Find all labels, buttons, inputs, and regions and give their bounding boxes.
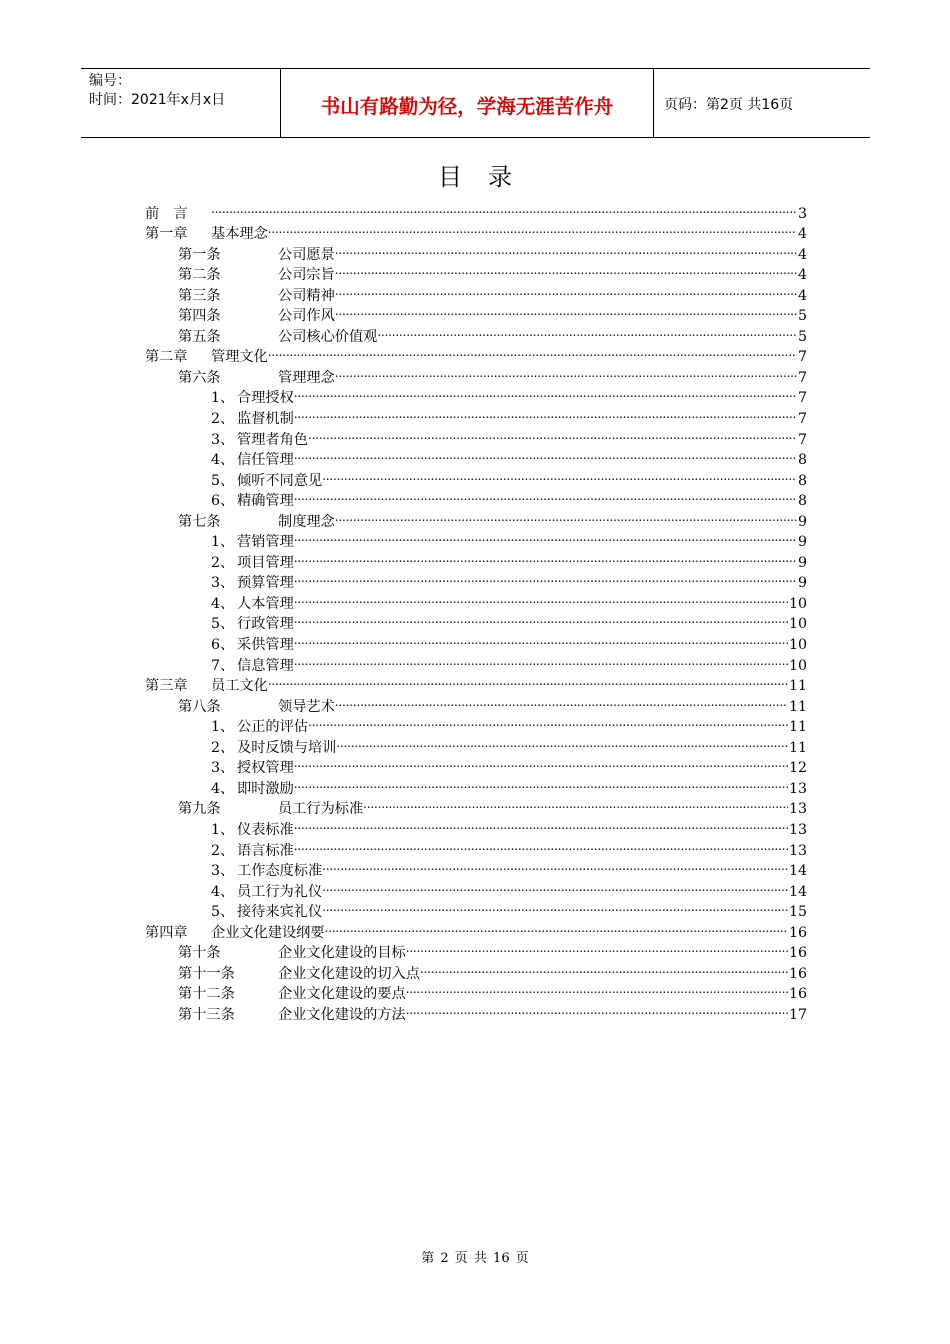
- toc-leader-dots: [335, 690, 788, 711]
- toc-entry-page: 14: [788, 863, 807, 880]
- toc-title: 目录: [438, 163, 538, 191]
- toc-leader-dots: [420, 957, 788, 978]
- toc-entry-page: 4: [797, 287, 807, 304]
- toc-entry-page: 7: [797, 390, 807, 407]
- toc-leader-dots: [294, 546, 797, 567]
- toc-entry-number: 第八条: [178, 698, 221, 715]
- toc-leader-dots: [294, 834, 788, 855]
- toc-entry-label: 企业文化建设的切入点: [278, 965, 420, 982]
- toc-leader-dots: [294, 772, 788, 793]
- toc-entry-label: 领导艺术: [278, 698, 335, 715]
- toc-entry-number: 第九条: [178, 801, 221, 818]
- toc-entry-number: 3、: [211, 431, 235, 448]
- toc-entry-page: 15: [788, 904, 807, 921]
- toc-leader-dots: [268, 341, 797, 362]
- toc-leader-dots: [335, 279, 797, 300]
- toc-entry-number: 1、: [211, 390, 235, 407]
- toc-entry-label: 预算管理: [237, 575, 294, 592]
- toc-entry-number: 第十二条: [178, 986, 235, 1003]
- toc-entry-label: 监督机制: [237, 411, 294, 428]
- time-label: 时间：2021年x月x日: [89, 92, 226, 108]
- toc-entry-label: 公正的评估: [237, 719, 308, 736]
- toc-entry-page: 5: [797, 328, 807, 345]
- toc-entry-label: 仪表标准: [237, 821, 294, 838]
- toc-leader-dots: [322, 464, 797, 485]
- toc-entry-label: 管理理念: [278, 369, 335, 386]
- toc-entry-page: 8: [797, 472, 807, 489]
- toc-entry-label: 企业文化建设的方法: [278, 1006, 406, 1023]
- toc-entry-label: 合理授权: [237, 390, 294, 407]
- toc-leader-dots: [322, 875, 788, 896]
- toc-entry-number: 2、: [211, 842, 235, 859]
- toc-entry-page: 9: [797, 534, 807, 551]
- header-motto: 书山有路勤为径，学海无涯苦作舟: [281, 69, 654, 137]
- toc-leader-dots: [294, 813, 788, 834]
- toc-entry-number: 4、: [211, 780, 235, 797]
- toc-leader-dots: [308, 423, 797, 444]
- toc-entry-label: 语言标准: [237, 842, 294, 859]
- toc-leader-dots: [335, 361, 797, 382]
- toc-entry-page: 16: [788, 945, 807, 962]
- toc-entry-page: 12: [788, 760, 807, 777]
- code-label: 编号：: [89, 73, 131, 89]
- toc-entry-number: 4、: [211, 595, 235, 612]
- toc-entry-label: 精确管理: [237, 493, 294, 510]
- toc-leader-dots: [294, 567, 797, 588]
- toc-entry-number: 第十条: [178, 945, 221, 962]
- toc-leader-dots: [336, 731, 788, 752]
- toc-entry-label: 倾听不同意见: [237, 472, 323, 489]
- toc-entry-page: 4: [797, 226, 807, 243]
- toc-entry-page: 13: [788, 801, 807, 818]
- toc-leader-dots: [322, 896, 788, 917]
- toc-entry-page: 5: [797, 308, 807, 325]
- toc-entry-label: 员工行为礼仪: [237, 883, 323, 900]
- toc-entry-label: 制度理念: [278, 513, 335, 530]
- toc-entry-page: 8: [797, 493, 807, 510]
- toc-entry-page: 10: [788, 657, 807, 674]
- toc-entry-number: 前 言: [145, 205, 188, 222]
- toc-entry-number: 2、: [211, 411, 235, 428]
- toc-entry-label: 基本理念: [211, 226, 268, 243]
- toc-leader-dots: [335, 259, 797, 280]
- toc-leader-dots: [294, 752, 788, 773]
- page-footer: 第 2 页 共 16 页: [421, 1251, 529, 1266]
- toc-leader-dots: [294, 444, 797, 465]
- toc-entry-page: 7: [797, 411, 807, 428]
- toc-leader-dots: [294, 628, 788, 649]
- toc-entry-page: 9: [797, 513, 807, 530]
- toc-entry-number: 第四章: [145, 924, 188, 941]
- toc-leader-dots: [406, 998, 788, 1019]
- toc-entry-label: 接待来宾礼仪: [237, 904, 323, 921]
- toc-entry-page: 16: [788, 924, 807, 941]
- toc-leader-dots: [335, 505, 797, 526]
- toc-entry-page: 16: [788, 986, 807, 1003]
- toc-entry-number: 第一条: [178, 246, 221, 263]
- toc-entry-number: 5、: [211, 616, 235, 633]
- toc-entry-number: 第四条: [178, 308, 221, 325]
- toc-entry-label: 员工文化: [211, 678, 268, 695]
- toc-entry-label: 管理文化: [211, 349, 268, 366]
- toc-entry-number: 3、: [211, 575, 235, 592]
- toc-entry-page: 16: [788, 965, 807, 982]
- header-meta: [81, 69, 281, 137]
- toc-entry-number: 2、: [211, 739, 235, 756]
- toc-entry-number: 第十三条: [178, 1006, 235, 1023]
- toc-entry-page: 17: [788, 1006, 807, 1023]
- toc-leader-dots: [211, 197, 797, 218]
- toc-entry-number: 2、: [211, 554, 235, 571]
- toc-entry-page: 9: [797, 575, 807, 592]
- toc-entry-label: 人本管理: [237, 595, 294, 612]
- toc-entry-page: 11: [788, 678, 807, 695]
- toc-leader-dots: [335, 300, 797, 321]
- toc-entry-label: 公司作风: [278, 308, 335, 325]
- toc-entry-number: 第一章: [145, 226, 188, 243]
- toc-entry-label: 企业文化建设的要点: [278, 986, 406, 1003]
- toc-leader-dots: [406, 937, 788, 958]
- toc-entry-number: 第二条: [178, 267, 221, 284]
- toc-entry-number: 4、: [211, 883, 235, 900]
- toc-entry-number: 6、: [211, 493, 235, 510]
- toc-entry-page: 13: [788, 780, 807, 797]
- toc-entry-number: 1、: [211, 534, 235, 551]
- toc-entry-page: 10: [788, 616, 807, 633]
- toc-entry-number: 3、: [211, 863, 235, 880]
- toc-entry-number: 1、: [211, 821, 235, 838]
- toc-entry-page: 11: [788, 739, 807, 756]
- toc-entry-page: 8: [797, 452, 807, 469]
- toc-entry-number: 3、: [211, 760, 235, 777]
- toc-entry-label: 项目管理: [237, 554, 294, 571]
- toc-entry-page: 7: [797, 431, 807, 448]
- toc-entry-number: 第二章: [145, 349, 188, 366]
- toc-leader-dots: [308, 711, 788, 732]
- toc-entry-label: 授权管理: [237, 760, 294, 777]
- toc-entry-number: 第十一条: [178, 965, 235, 982]
- toc-entry-label: 企业文化建设纲要: [211, 924, 325, 941]
- toc-entry-page: 13: [788, 821, 807, 838]
- toc-entry-label: 即时激励: [237, 780, 294, 797]
- toc-entry-number: 6、: [211, 637, 235, 654]
- toc-leader-dots: [325, 916, 788, 937]
- header-page-info: 页码：第2页 共16页: [664, 97, 794, 113]
- toc-entry-page: 7: [797, 369, 807, 386]
- toc-entry-page: 4: [797, 267, 807, 284]
- toc-entry-label: 行政管理: [237, 616, 294, 633]
- toc-entry-label: 管理者角色: [237, 431, 308, 448]
- toc-leader-dots: [363, 793, 788, 814]
- toc-entry-number: 5、: [211, 472, 235, 489]
- table-of-contents: [145, 197, 807, 1023]
- toc-leader-dots: [268, 218, 797, 239]
- toc-entry-label: 公司宗旨: [278, 267, 335, 284]
- toc-entry-number: 7、: [211, 657, 235, 674]
- toc-entry-page: 9: [797, 554, 807, 571]
- toc-entry-label: 员工行为标准: [278, 801, 364, 818]
- toc-leader-dots: [294, 485, 797, 506]
- toc-leader-dots: [294, 526, 797, 547]
- toc-entry[interactable]: [145, 197, 807, 222]
- toc-entry-page: 3: [797, 205, 807, 222]
- toc-entry-number: 第六条: [178, 369, 221, 386]
- toc-leader-dots: [322, 855, 788, 876]
- toc-entry-label: 工作态度标准: [237, 863, 323, 880]
- toc-leader-dots: [335, 238, 797, 259]
- toc-entry-page: 14: [788, 883, 807, 900]
- toc-leader-dots: [294, 649, 788, 670]
- toc-entry-label: 企业文化建设的目标: [278, 945, 406, 962]
- toc-leader-dots: [294, 587, 788, 608]
- toc-leader-dots: [294, 402, 797, 423]
- toc-entry-label: 信任管理: [237, 452, 294, 469]
- toc-entry-number: 第三章: [145, 678, 188, 695]
- toc-entry-number: 5、: [211, 904, 235, 921]
- toc-entry-label: 公司愿景: [278, 246, 335, 263]
- toc-entry-label: 信息管理: [237, 657, 294, 674]
- toc-entry-number: 1、: [211, 719, 235, 736]
- toc-entry-page: 10: [788, 637, 807, 654]
- toc-entry-number: 4、: [211, 452, 235, 469]
- document-header: [81, 68, 870, 138]
- toc-entry-page: 7: [797, 349, 807, 366]
- toc-entry-number: 第三条: [178, 287, 221, 304]
- toc-leader-dots: [268, 670, 788, 691]
- toc-entry-page: 13: [788, 842, 807, 859]
- toc-entry-page: 11: [788, 698, 807, 715]
- toc-entry-number: 第七条: [178, 513, 221, 530]
- toc-entry-page: 11: [788, 719, 807, 736]
- toc-entry-page: 4: [797, 246, 807, 263]
- toc-leader-dots: [406, 978, 788, 999]
- toc-leader-dots: [377, 320, 797, 341]
- toc-entry[interactable]: [145, 218, 807, 243]
- toc-entry-label: 公司核心价值观: [278, 328, 378, 345]
- toc-leader-dots: [294, 382, 797, 403]
- toc-entry-label: 营销管理: [237, 534, 294, 551]
- toc-entry-label: 及时反馈与培训: [237, 739, 337, 756]
- toc-entry-number: 第五条: [178, 328, 221, 345]
- toc-leader-dots: [294, 608, 788, 629]
- toc-entry-label: 公司精神: [278, 287, 335, 304]
- toc-entry-label: 采供管理: [237, 637, 294, 654]
- toc-entry-page: 10: [788, 595, 807, 612]
